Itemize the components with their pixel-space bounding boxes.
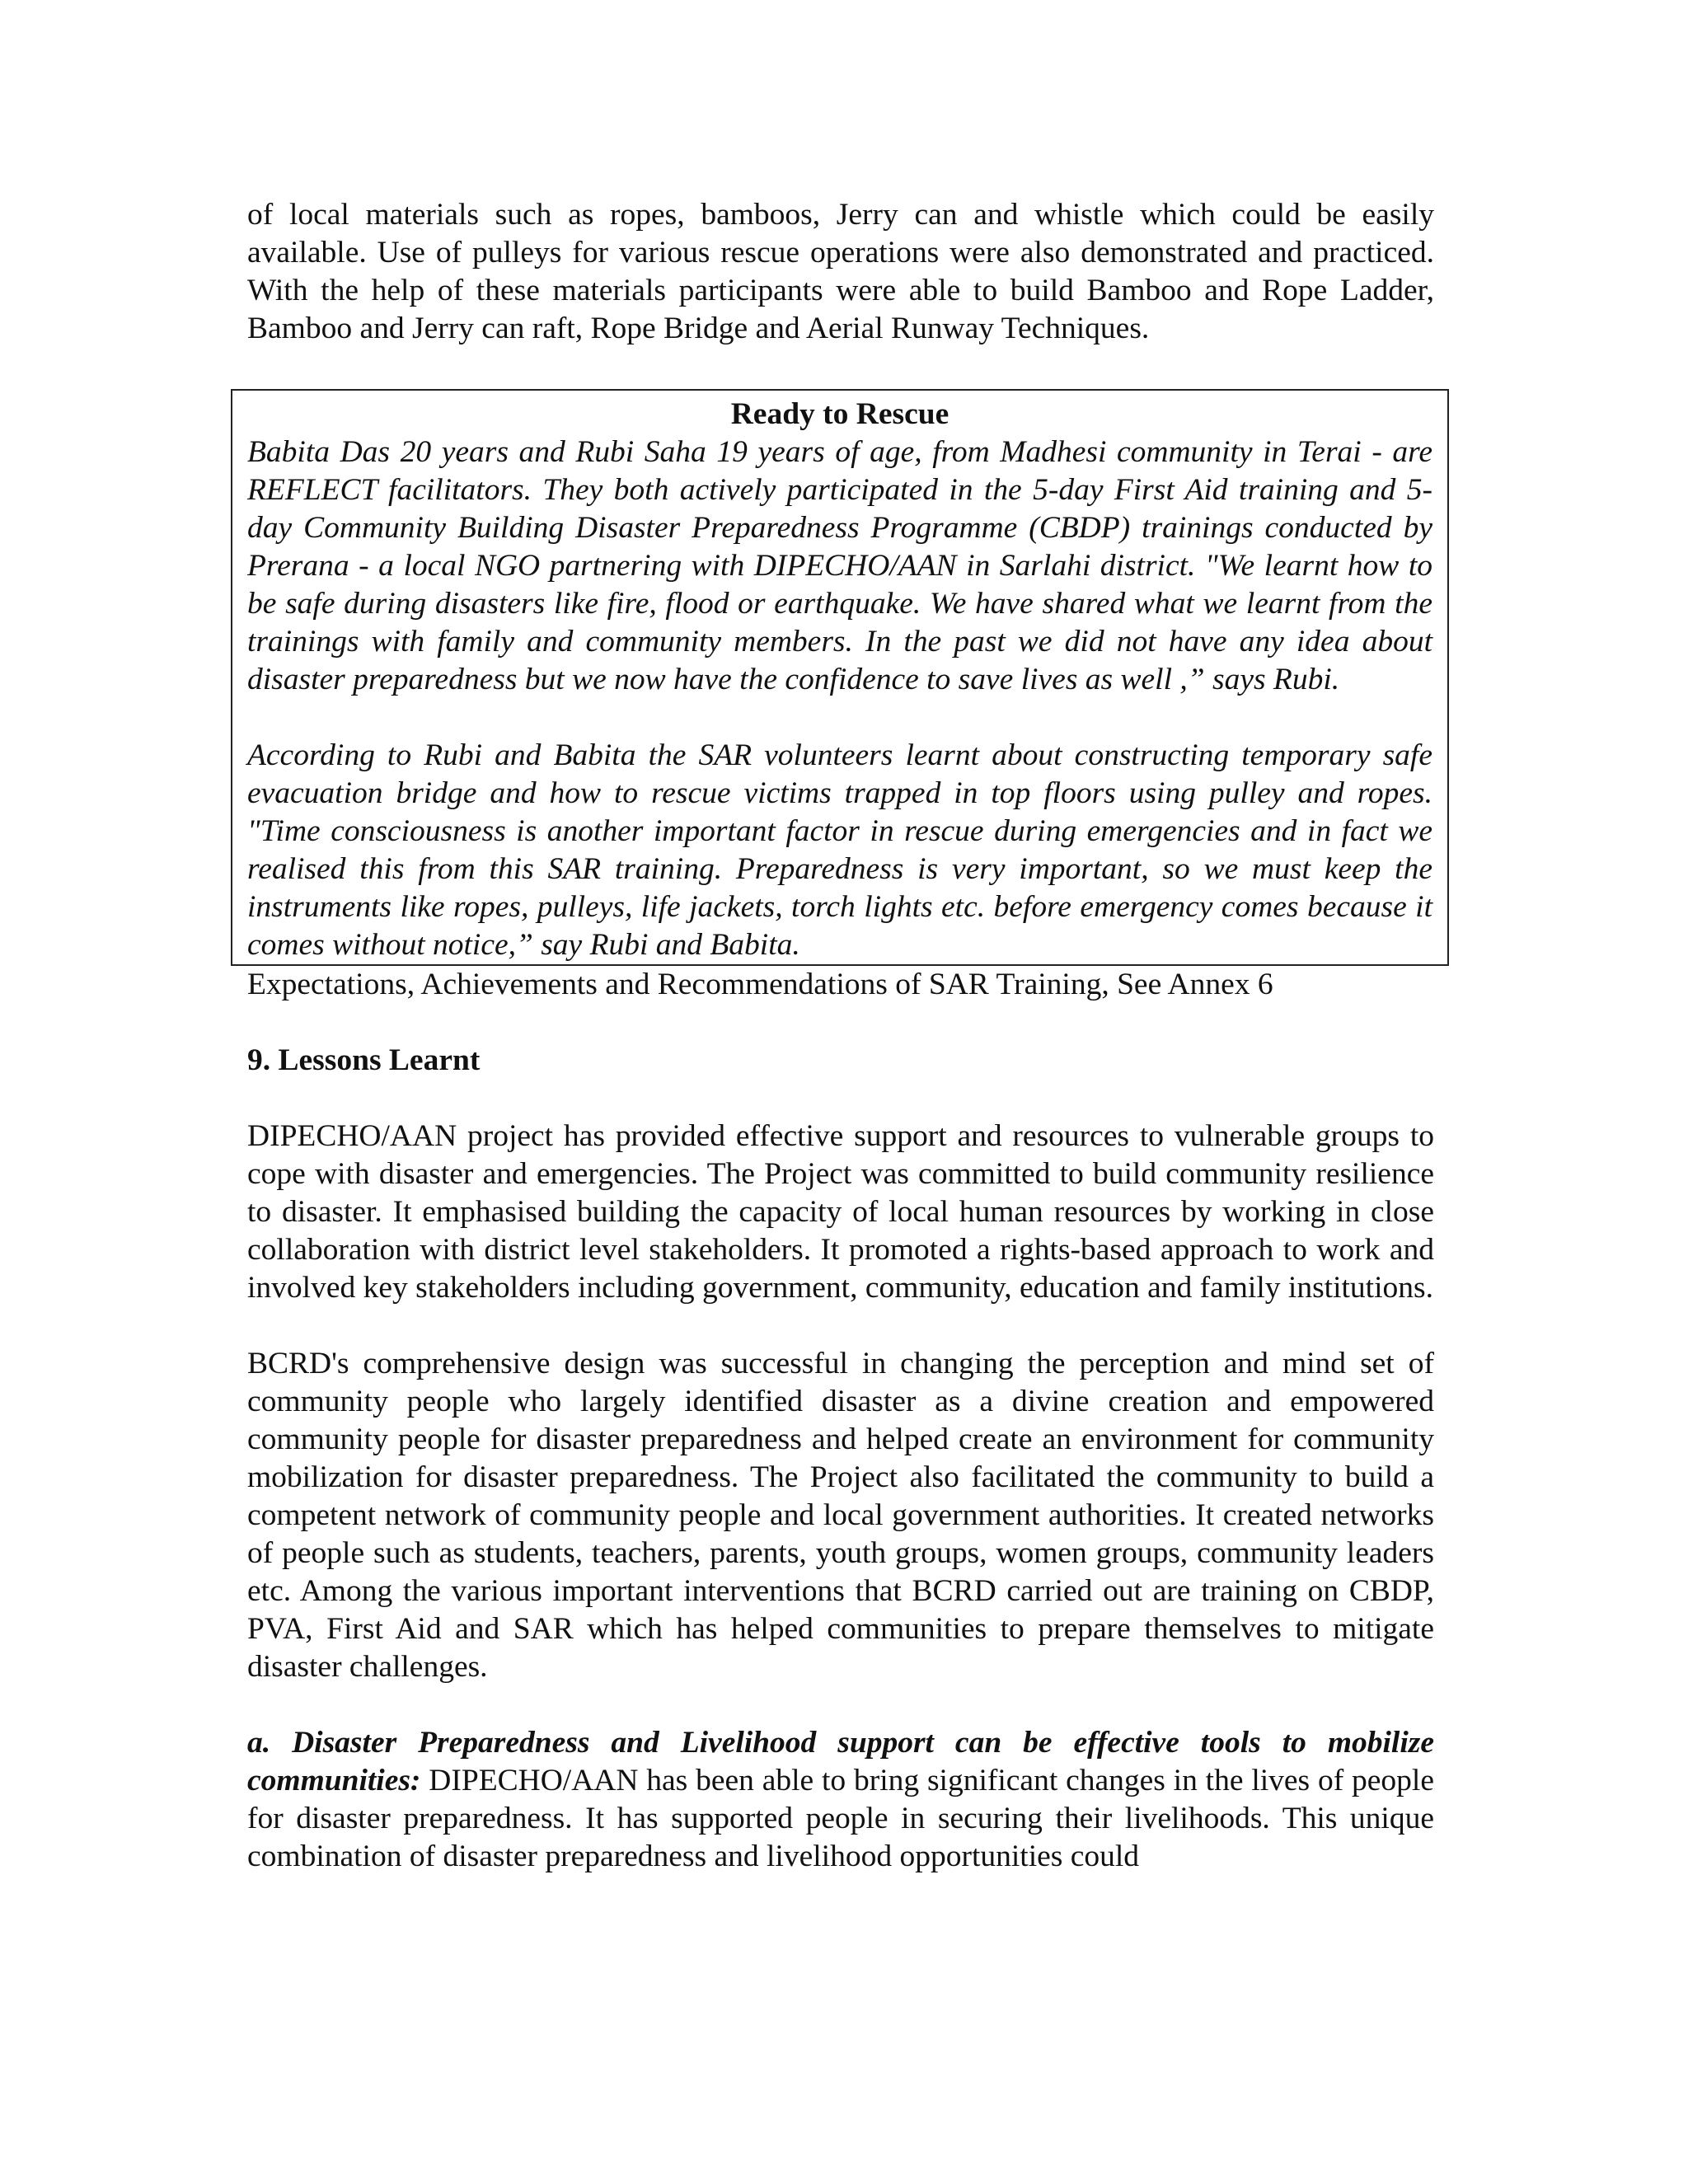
- story-box-paragraph-2: According to Rubi and Babita the SAR volunteers learnt about constructing temporary safe evacuation bridge and how to rescue victims trapped in top floors using pulley and ropes. "Time consciousness is another important factor in rescue during emergencies and in fact we realised this from this SAR training. Preparedness is very important, so we must keep the instruments like ropes, pulleys, life jackets, torch lights etc. before emergency comes because it comes without notice,” say Rubi and Babita.: [247, 738, 1432, 962]
- lessons-paragraph-2: BCRD's comprehensive design was successful in changing the perception and mind set of community people who largely identified disaster as a divine creation and empowered community people for disaster preparedness and helped create an environment for community mobilization for disaster preparedness. The Project also facilitated the community to build a competent network of community people and local government authorities. It created networks of people such as students, teachers, parents, youth groups, women groups, community leaders etc. Among the various important interventions that BCRD carried out are training on CBDP, PVA, First Aid and SAR which has helped communities to prepare themselves to mitigate disaster challenges.: [247, 1347, 1434, 1684]
- story-box-paragraph-1: Babita Das 20 years and Rubi Saha 19 years of age, from Madhesi community in Terai - are REFLECT facilitators. They both actively participated in the 5-day First Aid training and 5-day Community Building Disaster Preparedness Programme (CBDP) trainings conducted by Prerana - a local NGO partnering with DIPECHO/AAN in Sarlahi district. "We learnt how to be safe during disasters like fire, flood or earthquake. We have shared what we learnt from the trainings with family and community members. In the past we did not have any idea about disaster preparedness but we now have the confidence to save lives as well ,” says Rubi.: [247, 435, 1432, 696]
- lessons-paragraph-1: DIPECHO/AAN project has provided effective support and resources to vulnerable groups to cope with disaster and emergencies. The Project was committed to build community resilience to disaster. It emphasised building the capacity of local human resources by working in close collaboration with district level stakeholders. It promoted a rights-based approach to work and involved key stakeholders including government, community, education and family institutions.: [247, 1119, 1434, 1305]
- section-heading: 9. Lessons Learnt: [247, 1043, 481, 1077]
- document-page: [247, 196, 1434, 1876]
- annex-caption: Expectations, Achievements and Recommendations of SAR Training, See Annex 6: [247, 968, 1273, 1001]
- intro-paragraph: of local materials such as ropes, bamboos, Jerry can and whistle which could be easily available. Use of pulleys for various rescue operations were also demonstrated and practiced. With the help of these materials participants were able to build Bamboo and Rope Ladder, Bamboo and Jerry can raft, Rope Bridge and Aerial Runway Techniques.: [247, 198, 1434, 345]
- lessons-point-a: [247, 1724, 1434, 1876]
- story-box: [231, 389, 1449, 966]
- point-a-lead: a. Disaster Preparedness and Livelihood support can be effective tools to mobilize communities:: [247, 1726, 1434, 1797]
- point-a-text: DIPECHO/AAN has been able to bring significant changes in the lives of people for disaster preparedness. It has supported people in securing their livelihoods. This unique combination of disaster preparedness and livelihood opportunities could: [247, 1764, 1434, 1873]
- story-box-title: Ready to Rescue: [730, 397, 950, 431]
